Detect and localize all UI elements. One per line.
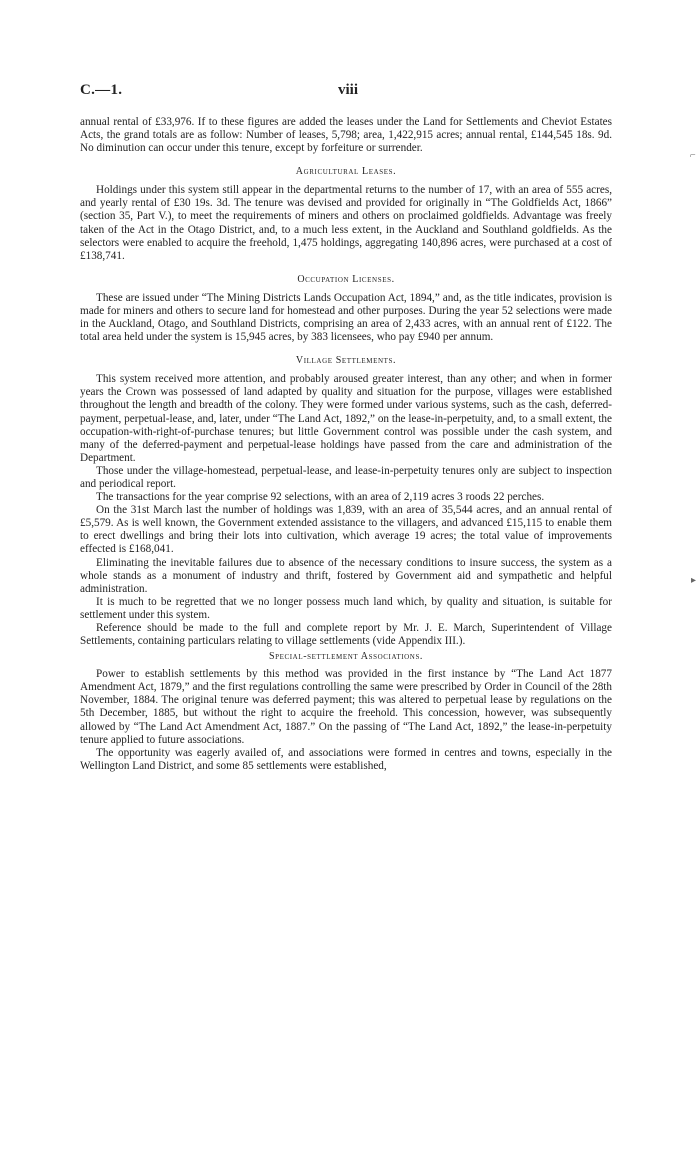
body-paragraph: The opportunity was eagerly availed of, and associations were formed in centres and towns, especially in the Wellington Land District, and some 85 settlements were established, <box>80 746 612 772</box>
body-paragraph: Eliminating the inevitable failures due to absence of the necessary conditions to insure success, the system as a whole stands as a monument of industry and thrift, fostered by Government aid and sympathetic and helpful administration. <box>80 556 612 595</box>
body-paragraph: This system received more attention, and probably aroused greater interest, than any other; and when in former years the Crown was possessed of land adapted by quality and situation for the purpose, villages were established throughout the length and breadth of the colony. They were formed under various systems, such as the cash, deferred-payment, perpetual-lease, and, later, under “The Land Act, 1892,” on the lease-in-perpetuity, and, to a small extent, the occupation-with-right-of-purchase tenures; but little Government control was possible under the cash system, and many of the deferred-payment and perpetual-lease holdings have passed from the care and administration of the Department. <box>80 373 612 464</box>
section-heading-occupation-licenses: Occupation Licenses. <box>297 273 395 285</box>
running-header <box>80 82 612 104</box>
body-paragraph: Power to establish settlements by this method was provided in the first instance by “The Land Act 1877 Amendment Act, 1879,” and the first regulations controlling the same were prescribed by Order in Council of the 28th November, 1884. The original tenure was deferred payment; this was altered to perpetual lease by regulations on the 5th December, 1885, but without the right to acquire the freehold. This concession, however, was subsequently allowed by “The Land Act Amendment Act, 1887.” On the passing of “The Land Act, 1892,” the lease-in-perpetuity tenure applied to future associations. <box>80 668 612 746</box>
document-page <box>80 82 612 773</box>
body-paragraph: The transactions for the year comprise 92 selections, with an area of 2,119 acres 3 roods 22 perches. <box>96 491 545 504</box>
section-heading-agricultural-leases: Agricultural Leases. <box>295 166 397 178</box>
scan-mark: ⌐ <box>690 150 696 161</box>
section-heading-village-settlements: Village Settlements. <box>295 355 397 367</box>
page-number: viii <box>338 82 359 98</box>
body-paragraph: Reference should be made to the full and complete report by Mr. J. E. March, Superintendent of Village Settlements, containing particulars relating to village settlements (vide Appendix III.). <box>80 622 612 648</box>
body-paragraph: These are issued under “The Mining Districts Lands Occupation Act, 1894,” and, as the title indicates, provision is made for miners and others to secure land for homestead and other purposes. During the year 52 selections were made in the Auckland, Otago, and Southland Districts, comprising an area of 2,433 acres, with an annual rent of £122. The total area held under the system is 15,945 acres, by 383 licensees, who pay £940 per annum. <box>80 291 612 344</box>
body-paragraph: annual rental of £33,976. If to these figures are added the leases under the Land for Settlements and Cheviot Estates Acts, the grand totals are as follow: Number of leases, 5,798; area, 1,422,915 acres; annual rental, £144,545 18s. 9d. No diminution can occur under this tenure, except by forfeiture or surrender. <box>80 116 612 155</box>
paper-reference: C.—1. <box>80 82 123 98</box>
scan-mark: ▸ <box>691 575 697 586</box>
body-paragraph: On the 31st March last the number of holdings was 1,839, with an area of 35,544 acres, and an annual rental of £5,579. As is well known, the Government extended assistance to the villagers, and advanced £15,115 to enable them to erect dwellings and bring their lots into cultivation, which average 19 acres; the total value of improvements effected is £168,041. <box>80 504 612 556</box>
section-heading-special-settlement-associations: Special-settlement Associations. <box>268 651 424 663</box>
body-paragraph: Those under the village-homestead, perpetual-lease, and lease-in-perpetuity tenures only are subject to inspection and periodical report. <box>80 464 612 490</box>
body-paragraph: Holdings under this system still appear in the departmental returns to the number of 17, with an area of 555 acres, and yearly rental of £30 19s. 3d. The tenure was devised and provided for originally in “The Goldfields Act, 1866” (section 35, Part V.), to meet the requirements of miners and others on proclaimed goldfields. Advantage was freely taken of the Act in the Otago District, and, to a much less extent, in the Auckland and Southland goldfields. As the selectors were enabled to acquire the freehold, 1,475 holdings, aggregating 140,896 acres, were purchased at a cost of £138,741. <box>80 184 612 262</box>
body-paragraph: It is much to be regretted that we no longer possess much land which, by quality and situation, is suitable for settlement under this system. <box>80 595 612 621</box>
